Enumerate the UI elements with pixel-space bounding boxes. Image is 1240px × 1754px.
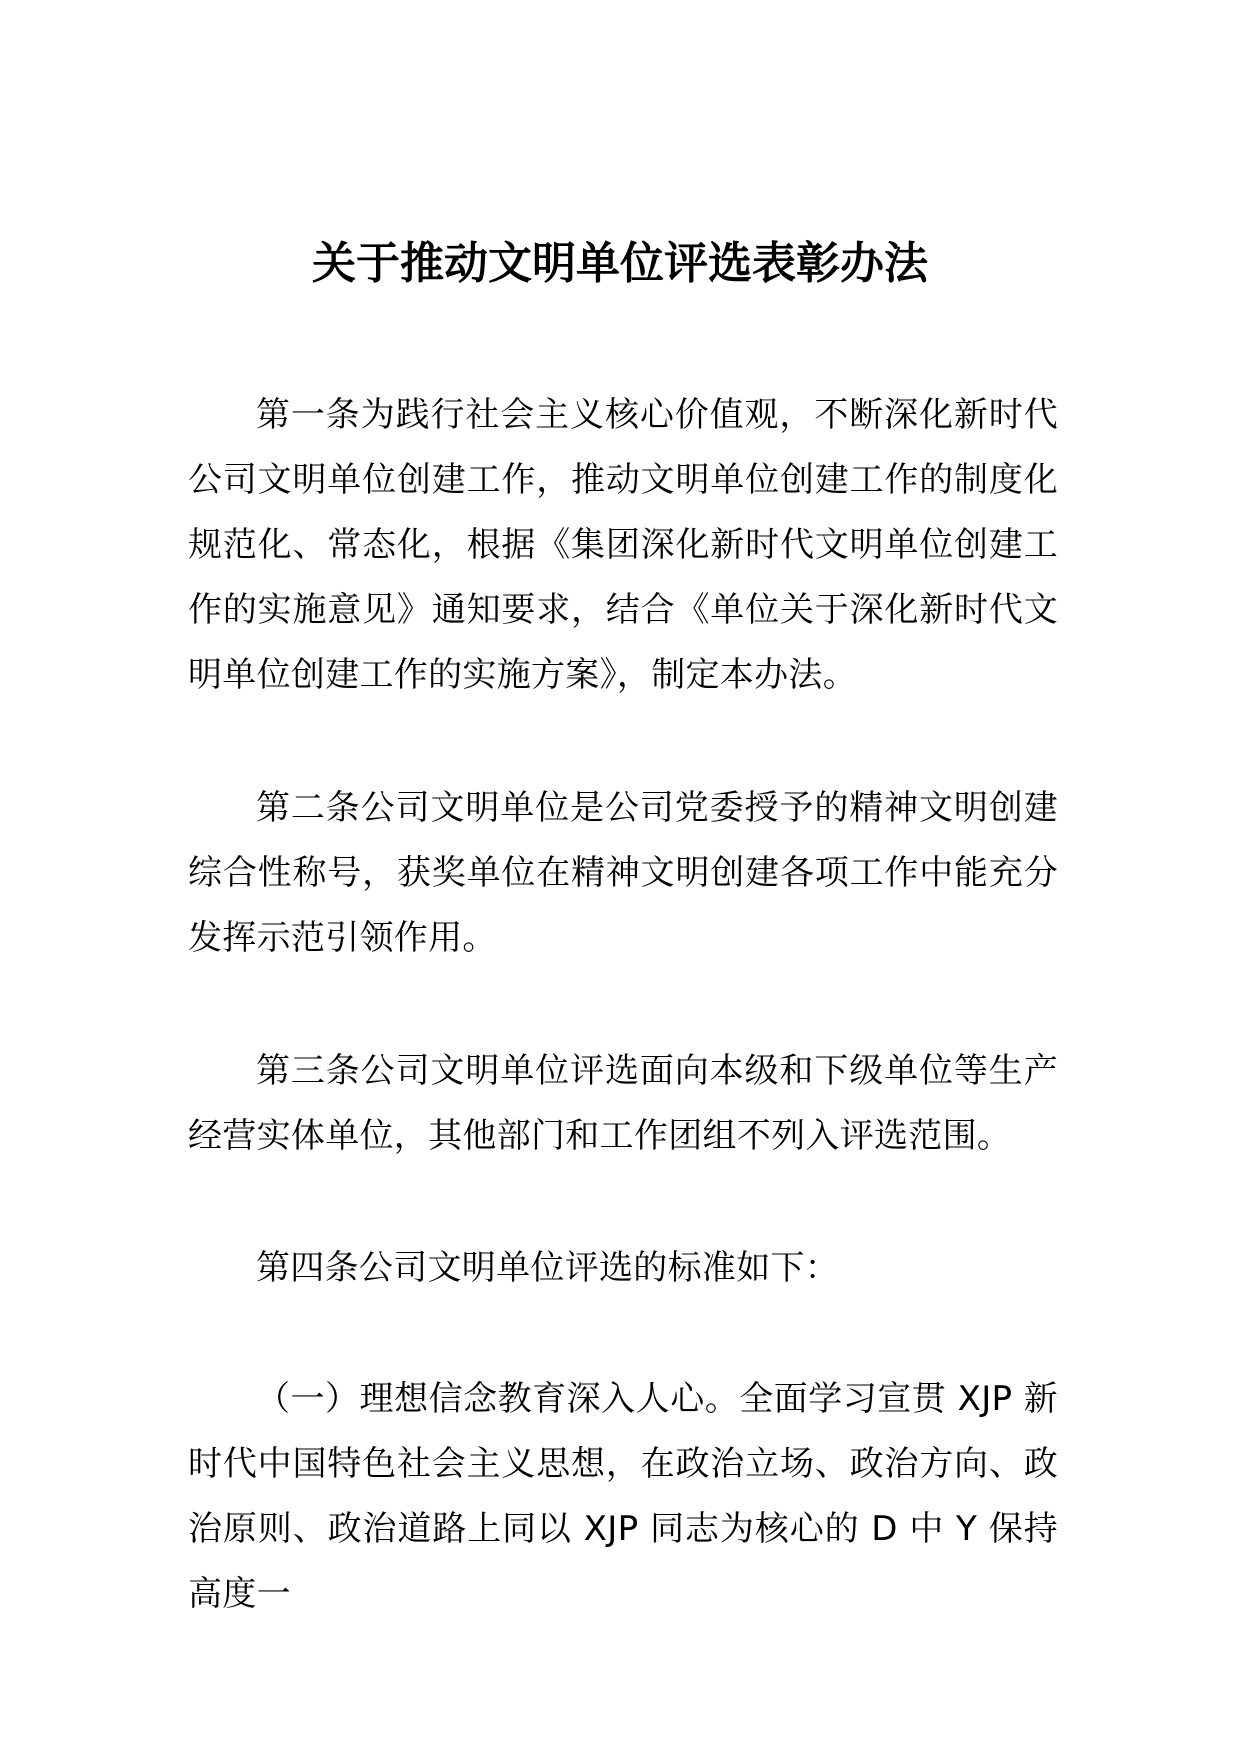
article-2-paragraph: 第二条公司文明单位是公司党委授予的精神文明创建综合性称号，获奖单位在精神文明创建各项工作中能充分发挥示范引领作用。 [188,788,1058,958]
article-1-paragraph: 第一条为践行社会主义核心价值观，不断深化新时代公司文明单位创建工作，推动文明单位创建工作的制度化规范化、常态化，根据《集团深化新时代文明单位创建工作的实施意见》通知要求，结合《单位关于深化新时代文明单位创建工作的实施方案》，制定本办法。 [188,395,1058,695]
article-4-paragraph: 第四条公司文明单位评选的标准如下： [256,1248,840,1288]
article-3-paragraph: 第三条公司文明单位评选面向本级和下级单位等生产经营实体单位，其他部门和工作团组不列入评选范围。 [188,1051,1058,1156]
criteria-1-paragraph: （一）理想信念教育深入人心。全面学习宣贯 XJP 新时代中国特色社会主义思想，在政治立场、政治方向、政治原则、政治道路上同以 XJP 同志为核心的 D 中 Y 保持高度一 [188,1379,1058,1614]
document-title: 关于推动文明单位评选表彰办法 [312,238,928,290]
